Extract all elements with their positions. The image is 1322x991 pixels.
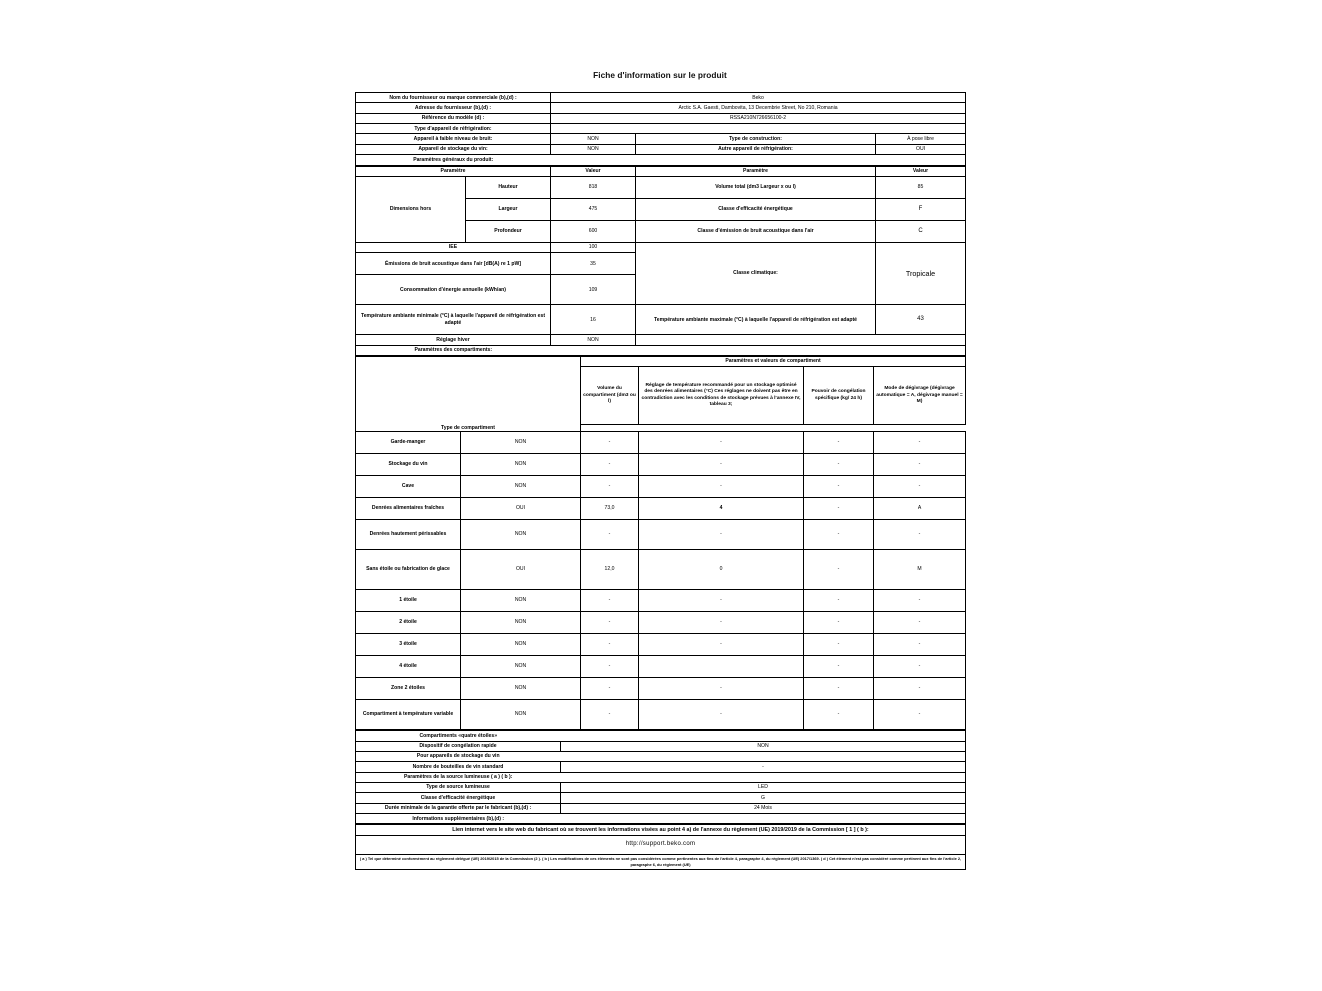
table-row	[356, 242, 966, 252]
param-header-left: Paramètre	[356, 166, 551, 176]
table-row	[356, 634, 966, 656]
manufacturer-link-header: Lien internet vers le site web du fabricant où se trouvent les informations visées au point 4 a) de l'annexe du règlement (UE) 2019/2019 de la Commission [ 1 ] ( b ):	[356, 825, 966, 836]
dimension-height-value: 818	[551, 176, 636, 198]
model-reference-label: Référence du modèle (d) :	[356, 113, 551, 123]
winter-setting-value: NON	[551, 335, 636, 345]
spacer-cell	[561, 731, 966, 741]
table-row	[356, 854, 966, 869]
supplier-name-label: Nom du fournisseur ou marque commerciale (b),(d) :	[356, 93, 551, 103]
compartment-temperature: -	[639, 612, 804, 634]
min-ambient-temp-label: Température ambiante minimale (°C) à laquelle l'appareil de réfrigération est adapté	[356, 305, 551, 335]
legal-notes: ( a ) Tel que déterminé conformément au règlement délégué (UE) 2019/2015 de la Commission (2 ). ( b ) Les modifications de ces éléments ne sont pas considérées comme pertinentes aux fins de l'article 4, paragraphe 4, du règlement (UE) 2017/1369. ( d ) Cet élément n'est pas considéré comme pertinent aux fins de l'article 2, paragraphe 6, du règlement (UE)	[356, 854, 966, 869]
table-row[interactable]	[356, 836, 966, 855]
total-volume-label: Volume total (dm3 Largeur x ou l)	[636, 176, 876, 198]
dimensions-label: Dimensions hors	[356, 176, 466, 242]
climate-class-label: Classe climatique:	[733, 270, 778, 277]
table-row	[356, 425, 966, 432]
table-row	[356, 772, 966, 782]
compartment-present: NON	[461, 612, 581, 634]
compartment-freezing: -	[804, 634, 874, 656]
table-row	[356, 550, 966, 590]
compartment-volume: -	[581, 634, 639, 656]
compartment-volume-header: Volume du compartiment (dm3 ou l)	[581, 367, 639, 425]
light-class-value: G	[561, 793, 966, 803]
model-reference-value: RSSA210N726656100-2	[551, 113, 966, 123]
compartment-present: NON	[461, 678, 581, 700]
compartment-name: Zone 2 étoiles	[356, 678, 461, 700]
construction-type-value: À pose libre	[876, 134, 966, 144]
compartment-temperature: -	[639, 432, 804, 454]
compartment-present: NON	[461, 520, 581, 550]
compartment-volume: 73,0	[581, 498, 639, 520]
compartment-defrost: A	[874, 498, 966, 520]
low-noise-value: NON	[551, 134, 636, 144]
compartment-volume: -	[581, 476, 639, 498]
table-row	[356, 700, 966, 730]
compartment-temperature: -	[639, 700, 804, 730]
compartment-freezing: -	[804, 700, 874, 730]
light-class-label: Classe d'efficacité énergétique	[356, 793, 561, 803]
compartment-defrost: -	[874, 656, 966, 678]
iee-value: 100	[551, 242, 636, 252]
compartment-type-header-cell	[356, 356, 581, 424]
spacer-cell	[636, 345, 876, 355]
manufacturer-website-link[interactable]: http://support.beko.com	[356, 836, 966, 855]
compartment-volume: -	[581, 432, 639, 454]
table-row	[356, 93, 966, 103]
compartment-temperature: -	[639, 454, 804, 476]
table-row	[356, 590, 966, 612]
low-noise-label: Appareil à faible niveau de bruit:	[356, 134, 551, 144]
light-type-value: LED	[561, 782, 966, 792]
four-star-section-title: Compartiments «quatre étoiles»	[356, 731, 561, 741]
noise-class-label: Classe d'émission de bruit acoustique dans l'air	[636, 220, 876, 242]
compartment-name: 4 étoile	[356, 656, 461, 678]
product-information-sheet	[355, 70, 965, 870]
fast-freeze-value: NON	[561, 741, 966, 751]
supplier-address-label: Adresse du fournisseur (b),(d) :	[356, 103, 551, 113]
compartments-section-title: Paramètres des compartiments:	[356, 345, 551, 355]
annual-energy-label: Consommation d'énergie annuelle (kWh/an)	[356, 275, 551, 305]
table-row	[356, 762, 966, 772]
compartment-freezing: -	[804, 520, 874, 550]
compartment-present: NON	[461, 454, 581, 476]
footer-sections-table	[355, 730, 966, 824]
table-row	[356, 520, 966, 550]
table-row	[356, 476, 966, 498]
compartment-type-header: Type de compartiment	[356, 425, 581, 432]
compartment-freezing: -	[804, 612, 874, 634]
compartment-present: NON	[461, 476, 581, 498]
compartment-volume: -	[581, 656, 639, 678]
table-row	[356, 741, 966, 751]
compartment-freezing: -	[804, 454, 874, 476]
table-row	[356, 751, 966, 761]
compartment-freezing-header: Pouvoir de congélation spécifique (kg/ 24 h)	[804, 367, 874, 425]
table-row	[356, 498, 966, 520]
table-row	[356, 155, 966, 165]
compartment-present: OUI	[461, 498, 581, 520]
construction-type-label: Type de construction:	[636, 134, 876, 144]
table-row	[356, 134, 966, 144]
compartment-freezing: -	[804, 590, 874, 612]
compartment-volume: -	[581, 454, 639, 476]
dimension-depth-value: 600	[551, 220, 636, 242]
param-header-right: Paramètre	[636, 166, 876, 176]
dimension-height-label: Hauteur	[466, 176, 551, 198]
noise-emission-value: 35	[551, 253, 636, 275]
appliance-type-value	[551, 124, 966, 134]
table-row	[356, 814, 966, 824]
extra-info-label: Informations supplémentaires (b),(d) :	[356, 814, 561, 824]
compartment-defrost: -	[874, 700, 966, 730]
value-header-left: Valeur	[551, 166, 636, 176]
iee-label: IEE	[356, 242, 551, 252]
page-title: Fiche d'information sur le produit	[593, 70, 727, 80]
compartment-freezing: -	[804, 678, 874, 700]
compartment-name: Stockage du vin	[356, 454, 461, 476]
compartment-freezing: -	[804, 656, 874, 678]
light-type-label: Type de source lumineuse	[356, 782, 561, 792]
supplier-name-value: Beko	[551, 93, 966, 103]
compartment-present: NON	[461, 656, 581, 678]
compartment-name: Cave	[356, 476, 461, 498]
table-row	[356, 335, 966, 345]
compartment-name: Sans étoile ou fabrication de glace	[356, 550, 461, 590]
table-row	[356, 612, 966, 634]
climate-class-value: Tropicale	[905, 268, 936, 278]
dimension-depth-label: Profondeur	[466, 220, 551, 242]
table-row	[356, 113, 966, 123]
light-section-title: Paramètres de la source lumineuse ( a ) ( b ):	[356, 772, 561, 782]
compartment-present: NON	[461, 700, 581, 730]
noise-class-value: C	[876, 220, 966, 242]
compartments-table	[355, 356, 966, 730]
table-row	[356, 782, 966, 792]
table-row	[356, 803, 966, 813]
compartment-name: 3 étoile	[356, 634, 461, 656]
warranty-label: Durée minimale de la garantie offerte par le fabricant (b),(d) :	[356, 803, 561, 813]
warranty-value: 24 Mois	[561, 803, 966, 813]
compartment-volume: 12,0	[581, 550, 639, 590]
compartment-freezing: -	[804, 432, 874, 454]
energy-class-label: Classe d'efficacité énergétique	[636, 198, 876, 220]
table-row	[356, 432, 966, 454]
compartment-present: NON	[461, 590, 581, 612]
table-row	[356, 345, 966, 355]
compartment-volume: -	[581, 590, 639, 612]
table-row	[356, 124, 966, 134]
spacer-cell	[551, 345, 636, 355]
spacer-cell	[636, 335, 876, 345]
table-row	[356, 793, 966, 803]
spacer-cell	[561, 772, 966, 782]
compartment-temperature: -	[639, 590, 804, 612]
compartment-temperature: -	[639, 634, 804, 656]
compartment-freezing: -	[804, 550, 874, 590]
compartment-present: NON	[461, 634, 581, 656]
compartment-freezing: -	[804, 476, 874, 498]
spacer-cell	[876, 155, 966, 165]
climate-class-value-cell	[876, 242, 966, 304]
compartment-defrost: -	[874, 432, 966, 454]
winter-setting-label: Réglage hiver	[356, 335, 551, 345]
compartment-name: Garde-manger	[356, 432, 461, 454]
compartment-group-header: Paramètres et valeurs de compartiment	[581, 356, 966, 366]
general-parameters-table	[355, 166, 966, 356]
wine-section-title: Pour appareils de stockage du vin	[356, 751, 561, 761]
table-row	[356, 731, 966, 741]
spacer-cell	[876, 335, 966, 345]
appliance-type-label: Type d'appareil de réfrigération:	[356, 124, 551, 134]
compartment-defrost: -	[874, 520, 966, 550]
compartment-defrost: -	[874, 590, 966, 612]
dimension-width-label: Largeur	[466, 198, 551, 220]
wine-storage-label: Appareil de stockage du vin:	[356, 144, 551, 154]
table-row	[356, 356, 966, 366]
energy-class-value: F	[876, 198, 966, 220]
compartment-name: Denrées alimentaires fraîches	[356, 498, 461, 520]
table-row	[356, 656, 966, 678]
total-volume-value: 85	[876, 176, 966, 198]
compartment-defrost: -	[874, 678, 966, 700]
compartment-temperature: -	[639, 520, 804, 550]
min-ambient-temp-value: 16	[551, 305, 636, 335]
table-row	[356, 825, 966, 836]
table-row	[356, 454, 966, 476]
compartment-freezing: -	[804, 498, 874, 520]
compartment-temperature: 0	[639, 550, 804, 590]
compartment-present: OUI	[461, 550, 581, 590]
spacer-cell	[551, 155, 636, 165]
compartment-temperature	[639, 656, 804, 678]
bottles-value: -	[561, 762, 966, 772]
general-parameters-section-title: Paramètres généraux du produit:	[356, 155, 551, 165]
other-appliance-value: OUI	[876, 144, 966, 154]
max-ambient-temp-value: 43	[876, 305, 966, 335]
table-row	[356, 678, 966, 700]
supplier-address-value: Arctic S.A. Gaesti, Dambovita, 13 Decembrie Street, No 210, Romania	[551, 103, 966, 113]
table-row	[356, 166, 966, 176]
dimension-width-value: 475	[551, 198, 636, 220]
table-row	[356, 176, 966, 198]
compartment-name: Denrées hautement périssables	[356, 520, 461, 550]
compartment-temperature: 4	[639, 498, 804, 520]
other-appliance-label: Autre appareil de réfrigération:	[636, 144, 876, 154]
compartment-defrost: -	[874, 454, 966, 476]
compartment-volume: -	[581, 612, 639, 634]
compartment-defrost: -	[874, 612, 966, 634]
compartment-name: 1 étoile	[356, 590, 461, 612]
bottles-label: Nombre de bouteilles de vin standard	[356, 762, 561, 772]
compartment-temperature: -	[639, 678, 804, 700]
spacer-cell	[876, 345, 966, 355]
table-row	[356, 103, 966, 113]
supplier-table	[355, 92, 966, 166]
compartment-volume: -	[581, 700, 639, 730]
spacer-cell	[561, 814, 966, 824]
compartment-defrost: -	[874, 476, 966, 498]
compartment-defrost: -	[874, 634, 966, 656]
compartment-volume: -	[581, 520, 639, 550]
climate-class-label-cell	[636, 242, 876, 304]
compartment-temperature: -	[639, 476, 804, 498]
noise-emission-label: Émissions de bruit acoustique dans l'air [dB(A) re 1 pW]	[356, 253, 551, 275]
wine-storage-value: NON	[551, 144, 636, 154]
table-row	[356, 305, 966, 335]
compartment-defrost: M	[874, 550, 966, 590]
value-header-right: Valeur	[876, 166, 966, 176]
fast-freeze-label: Dispositif de congélation rapide	[356, 741, 561, 751]
compartment-volume: -	[581, 678, 639, 700]
compartment-defrost-header: Mode de dégivrage (dégivrage automatique = A, dégivrage manuel = M)	[874, 367, 966, 425]
compartment-temperature-header: Réglage de température recommandé pour un stockage optimisé des denrées alimentaires (°C) Ces réglages ne doivent pas être en contradiction avec les conditions de stockage prévues à l'annexe IV, tableau 3;	[639, 367, 804, 425]
spacer-cell	[636, 155, 876, 165]
compartment-name: 2 étoile	[356, 612, 461, 634]
table-row	[356, 144, 966, 154]
compartment-name: Compartiment à température variable	[356, 700, 461, 730]
max-ambient-temp-label: Température ambiante maximale (°C) à laquelle l'appareil de réfrigération est adapté	[636, 305, 876, 335]
spacer-cell	[561, 751, 966, 761]
compartment-present: NON	[461, 432, 581, 454]
manufacturer-link-table	[355, 824, 966, 870]
annual-energy-value: 109	[551, 275, 636, 305]
